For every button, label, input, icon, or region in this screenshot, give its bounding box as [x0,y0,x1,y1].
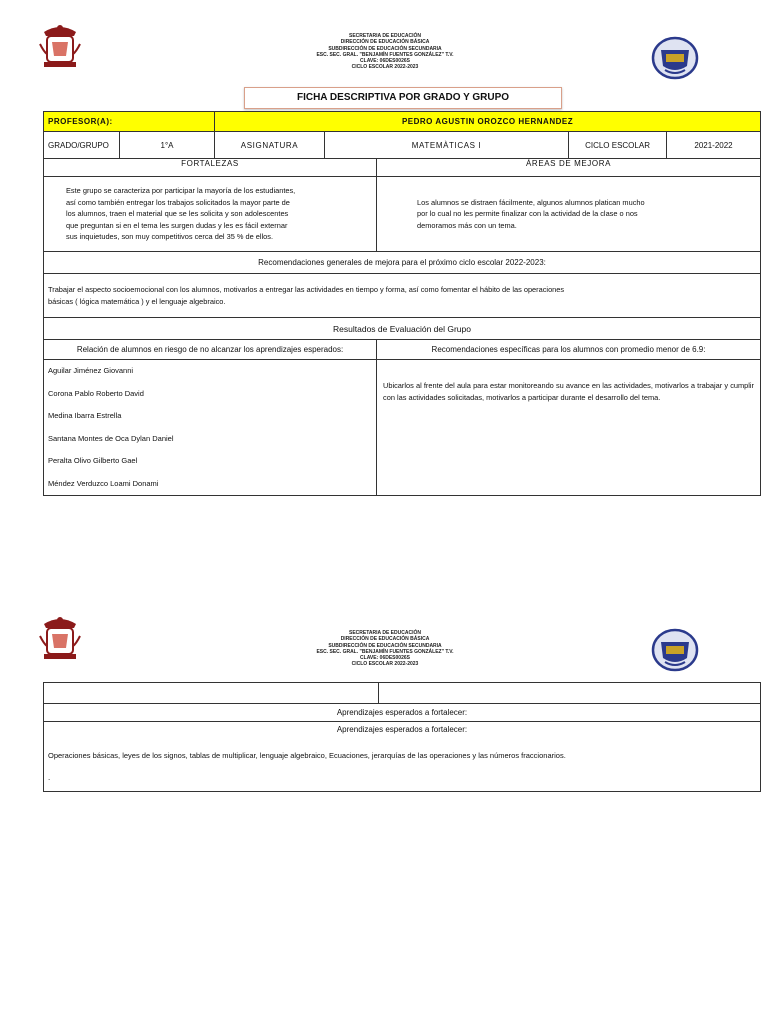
fortalezas-content-row [44,177,761,252]
header-line: CLAVE: 06DES0026S [360,58,410,65]
mejora-line: por lo cual no les permite finalizar con la actividad de la clase o nos [417,209,638,219]
asignatura-value: MATEMÀTICAS I [325,132,569,159]
empty-row [44,683,761,704]
mejora-line: demoramos más con un tema. [417,220,517,230]
aprendizajes-dot: . [48,773,51,782]
grado-value: 1°A [120,132,215,159]
list-item: Aguilar Jiménez Giovanni [48,366,134,375]
grado-label: GRADO/GRUPO [44,132,120,159]
header-line: DIRECCIÓN DE EDUCACIÓN BÁSICA [340,39,430,46]
school-crest-icon [38,614,82,662]
aprendizajes-text: Operaciones básicas, leyes de los signos, tablas de multiplicar, lenguaje algebraico, Ecuaciones, jerarquías de las operaciones y las números fraccionarios. [48,751,566,760]
institution-header [270,33,500,71]
school-crest-icon [38,22,82,70]
recomendaciones-text [44,274,761,318]
mejora-text [377,177,761,252]
recomendaciones-line: Trabajar el aspecto socioemocional con los alumnos, motivarlos a entregar las actividades en tiempo y forma, así como fomentar el hábito de las operaciones [48,285,565,294]
aprendizajes-table [43,682,761,792]
fortalezas-line: que preguntan si en el tema les surgen dudas y les es fácil externar [66,220,288,230]
profesor-value: PEDRO AGUSTIN OROZCO HERNANDEZ [215,112,761,132]
header-line: CLAVE: 06DES0026S [360,655,410,662]
aprendizajes-cell [44,722,761,792]
fortalezas-text [44,177,377,252]
ciclo-label: CICLO ESCOLAR [569,132,667,159]
empty-cell [379,683,761,704]
profesor-row [44,112,761,132]
ficha-table [43,111,761,496]
alumnos-list [44,360,377,496]
recomendaciones-header-row [44,252,761,274]
mejora-header: ÁREAS DE MEJORA [377,159,761,177]
resultados-header: Resultados de Evaluación del Grupo [44,318,761,340]
fortalezas-line: así como también entregar los trabajos solicitados la mayor parte de [66,197,290,207]
list-item: Santana Montes de Oca Dylan Daniel [48,433,174,443]
especificas-text: Ubicarlos al frente del aula para estar monitoreando su avance en las actividades, motivarlos a trabajar y cumplir con las actividades solicitadas, motivarlos a participar durante el desarrollo del tema. [377,360,761,496]
asignatura-label: ASIGNATURA [215,132,325,159]
header-line: DIRECCIÓN DE EDUCACIÓN BÁSICA [340,636,430,643]
header-line: SUBDIRECCIÓN DE EDUCACIÓN SECUNDARIA [328,642,442,649]
header-line: CICLO ESCOLAR 2022-2023 [351,64,419,71]
fortalezas-line: los alumnos, traen el material que se les solicita y son adolescentes [66,209,289,219]
header-line: SUBDIRECCIÓN DE EDUCACIÓN SECUNDARIA [328,45,442,52]
fortalezas-line: sus inquietudes, son muy competitivos cerca del 35 % de ellos. [66,232,274,242]
profesor-label: PROFESOR(A): [44,112,215,132]
header-line: ESC. SEC. GRAL. "BENJAMÍN FUENTES GONZÁLEZ" T.V. [316,51,454,58]
aprendizajes-header-row [44,704,761,722]
recomendaciones-content-row [44,274,761,318]
fortalezas-line: Este grupo se caracteriza por participar la mayoría de los estudiantes, [66,186,296,196]
header-line: SECRETARIA DE EDUCACIÓN [349,630,421,636]
header-line: ESC. SEC. GRAL. "BENJAMÍN FUENTES GONZÁLEZ" T.V. [316,648,454,655]
recomendaciones-header: Recomendaciones generales de mejora para el próximo ciclo escolar 2022-2023: [44,252,761,274]
mejora-line: Los alumnos se distraen fácilmente, algunos alumnos platican mucho [417,197,645,207]
especificas-header: Recomendaciones específicas para los alumnos con promedio menor de 6.9: [377,340,761,360]
header-line: SECRETARIA DE EDUCACIÓN [349,33,421,39]
list-item: Peralta Olivo Gilberto Gael [48,456,138,465]
empty-cell [44,683,379,704]
alumnos-row [44,360,761,496]
riesgo-header: Relación de alumnos en riesgo de no alcanzar los aprendizajes esperados: [44,340,377,360]
aprendizajes-subheader: Aprendizajes esperados a fortalecer: [336,725,468,734]
riesgo-header-row [44,340,761,360]
ciclo-value: 2021-2022 [667,132,761,159]
fortalezas-header-row [44,159,761,177]
document-title: FICHA DESCRIPTIVA POR GRADO Y GRUPO [244,87,562,109]
list-item: Corona Pablo Roberto David [48,388,144,398]
list-item: Medina Ibarra Estrella [48,411,122,420]
aprendizajes-content-row [44,722,761,792]
fortalezas-header: FORTALEZAS [44,159,377,177]
list-item: Méndez Verduzco Loami Donami [48,478,159,488]
grado-row [44,132,761,159]
school-badge-icon [651,36,699,80]
aprendizajes-header: Aprendizajes esperados a fortalecer: [44,704,761,722]
school-badge-icon [651,628,699,672]
institution-header [270,630,500,668]
recomendaciones-line: básicas ( lógica matemática ) y el lenguaje algebraico. [48,296,226,306]
header-line: CICLO ESCOLAR 2022-2023 [351,661,419,668]
resultados-header-row [44,318,761,340]
